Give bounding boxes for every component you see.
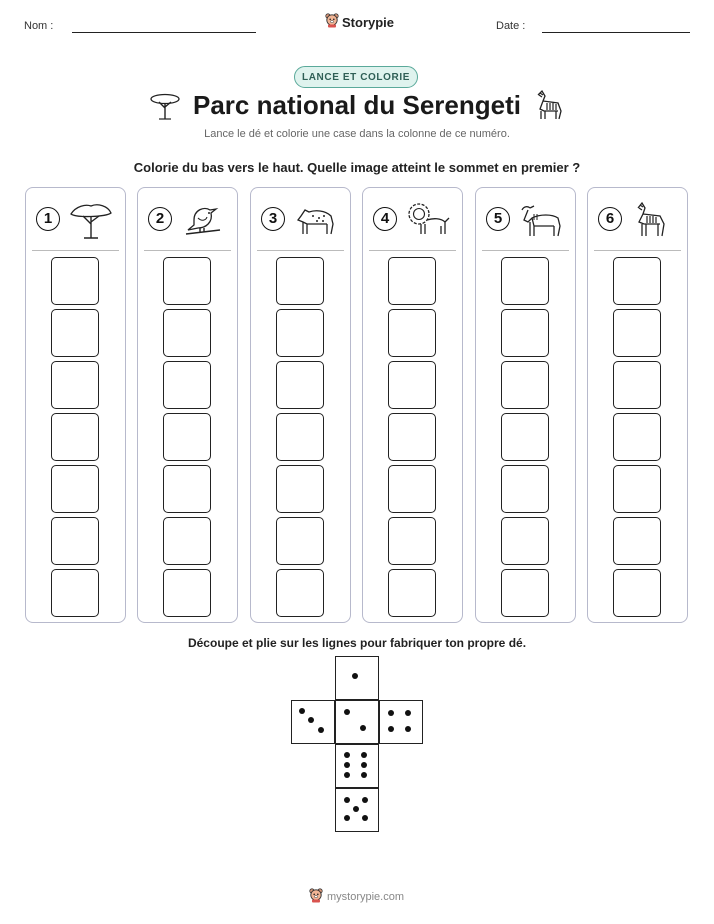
wildebeest-icon (518, 200, 564, 240)
column-6 (587, 187, 688, 623)
color-cell[interactable] (388, 569, 436, 617)
color-cell[interactable] (163, 257, 211, 305)
pip (344, 752, 350, 758)
color-cell[interactable] (613, 517, 661, 565)
color-cell[interactable] (388, 465, 436, 513)
color-cell[interactable] (51, 569, 99, 617)
pip (344, 815, 350, 821)
column-number: 4 (373, 207, 397, 231)
pip (344, 797, 350, 803)
color-cell[interactable] (163, 465, 211, 513)
column-number: 3 (261, 207, 285, 231)
bear-logo-icon (325, 13, 339, 31)
column-divider (32, 250, 119, 251)
color-cell[interactable] (163, 361, 211, 409)
activity-badge: LANCE ET COLORIE (294, 66, 418, 88)
column-divider (482, 250, 569, 251)
die-face-5 (335, 788, 379, 832)
pip (308, 717, 314, 723)
pip (344, 762, 350, 768)
color-cell[interactable] (388, 517, 436, 565)
color-cell[interactable] (613, 257, 661, 305)
color-cell[interactable] (388, 257, 436, 305)
column-number: 2 (148, 207, 172, 231)
column-number: 6 (598, 207, 622, 231)
color-cell[interactable] (276, 413, 324, 461)
pip (361, 772, 367, 778)
pip (362, 815, 368, 821)
date-label: Date : (496, 20, 526, 32)
die-face-1 (335, 656, 379, 700)
column-number: 1 (36, 207, 60, 231)
die-face-6 (335, 744, 379, 788)
column-number: 5 (486, 207, 510, 231)
color-cell[interactable] (51, 257, 99, 305)
color-cell[interactable] (51, 309, 99, 357)
column-3 (250, 187, 351, 623)
lion-icon (405, 200, 451, 240)
pip (360, 725, 366, 731)
column-2 (137, 187, 238, 623)
page-subtitle: Lance le dé et colorie une case dans la colonne de ce numéro. (204, 128, 510, 140)
color-cell[interactable] (276, 257, 324, 305)
die-face-4 (379, 700, 423, 744)
pip (361, 762, 367, 768)
color-cell[interactable] (276, 517, 324, 565)
pip (344, 709, 350, 715)
zebra-title-icon (532, 89, 566, 121)
color-cell[interactable] (276, 309, 324, 357)
name-label: Nom : (24, 20, 54, 32)
die-face-3 (291, 700, 335, 744)
pip (388, 710, 394, 716)
column-divider (144, 250, 231, 251)
color-cell[interactable] (388, 413, 436, 461)
color-cell[interactable] (51, 517, 99, 565)
color-cell[interactable] (501, 257, 549, 305)
footer (309, 888, 404, 906)
color-cell[interactable] (51, 361, 99, 409)
pip (405, 710, 411, 716)
color-cell[interactable] (613, 413, 661, 461)
brand-logo (325, 13, 394, 31)
acacia-tree-icon (68, 200, 114, 240)
column-divider (257, 250, 344, 251)
color-cell[interactable] (613, 465, 661, 513)
color-cell[interactable] (276, 361, 324, 409)
color-cell[interactable] (51, 413, 99, 461)
pip (362, 797, 368, 803)
bear-logo-icon (309, 888, 323, 906)
instruction-text: Colorie du bas vers le haut. Quelle image atteint le sommet en premier ? (133, 160, 581, 175)
color-cell[interactable] (501, 569, 549, 617)
color-cell[interactable] (613, 361, 661, 409)
die-face-2 (335, 700, 379, 744)
pip (352, 673, 358, 679)
color-cell[interactable] (613, 309, 661, 357)
pip (405, 726, 411, 732)
color-cell[interactable] (501, 361, 549, 409)
hyena-icon (293, 200, 339, 240)
pip (388, 726, 394, 732)
pip (361, 752, 367, 758)
color-cell[interactable] (163, 517, 211, 565)
pip (318, 727, 324, 733)
name-line[interactable] (72, 32, 256, 33)
color-cell[interactable] (613, 569, 661, 617)
pip (299, 708, 305, 714)
dice-instruction: Découpe et plie sur les lignes pour fabriquer ton propre dé. (187, 636, 527, 650)
brand-name: Storypie (342, 14, 395, 30)
color-cell[interactable] (388, 361, 436, 409)
color-cell[interactable] (163, 309, 211, 357)
color-cell[interactable] (501, 465, 549, 513)
column-5 (475, 187, 576, 623)
column-divider (369, 250, 456, 251)
pip (353, 806, 359, 812)
footer-url[interactable]: mystorypie.com (327, 891, 405, 903)
color-cell[interactable] (276, 569, 324, 617)
color-cell[interactable] (501, 413, 549, 461)
zebra-icon (630, 200, 676, 240)
color-cell[interactable] (163, 569, 211, 617)
color-cell[interactable] (276, 465, 324, 513)
color-cell[interactable] (388, 309, 436, 357)
column-divider (594, 250, 681, 251)
bird-icon (180, 200, 226, 240)
column-4 (362, 187, 463, 623)
color-cell[interactable] (501, 309, 549, 357)
color-cell[interactable] (51, 465, 99, 513)
color-cell[interactable] (501, 517, 549, 565)
date-line[interactable] (542, 32, 690, 33)
color-cell[interactable] (163, 413, 211, 461)
pip (344, 772, 350, 778)
page-title: Parc national du Serengeti (193, 90, 521, 120)
column-1 (25, 187, 126, 623)
